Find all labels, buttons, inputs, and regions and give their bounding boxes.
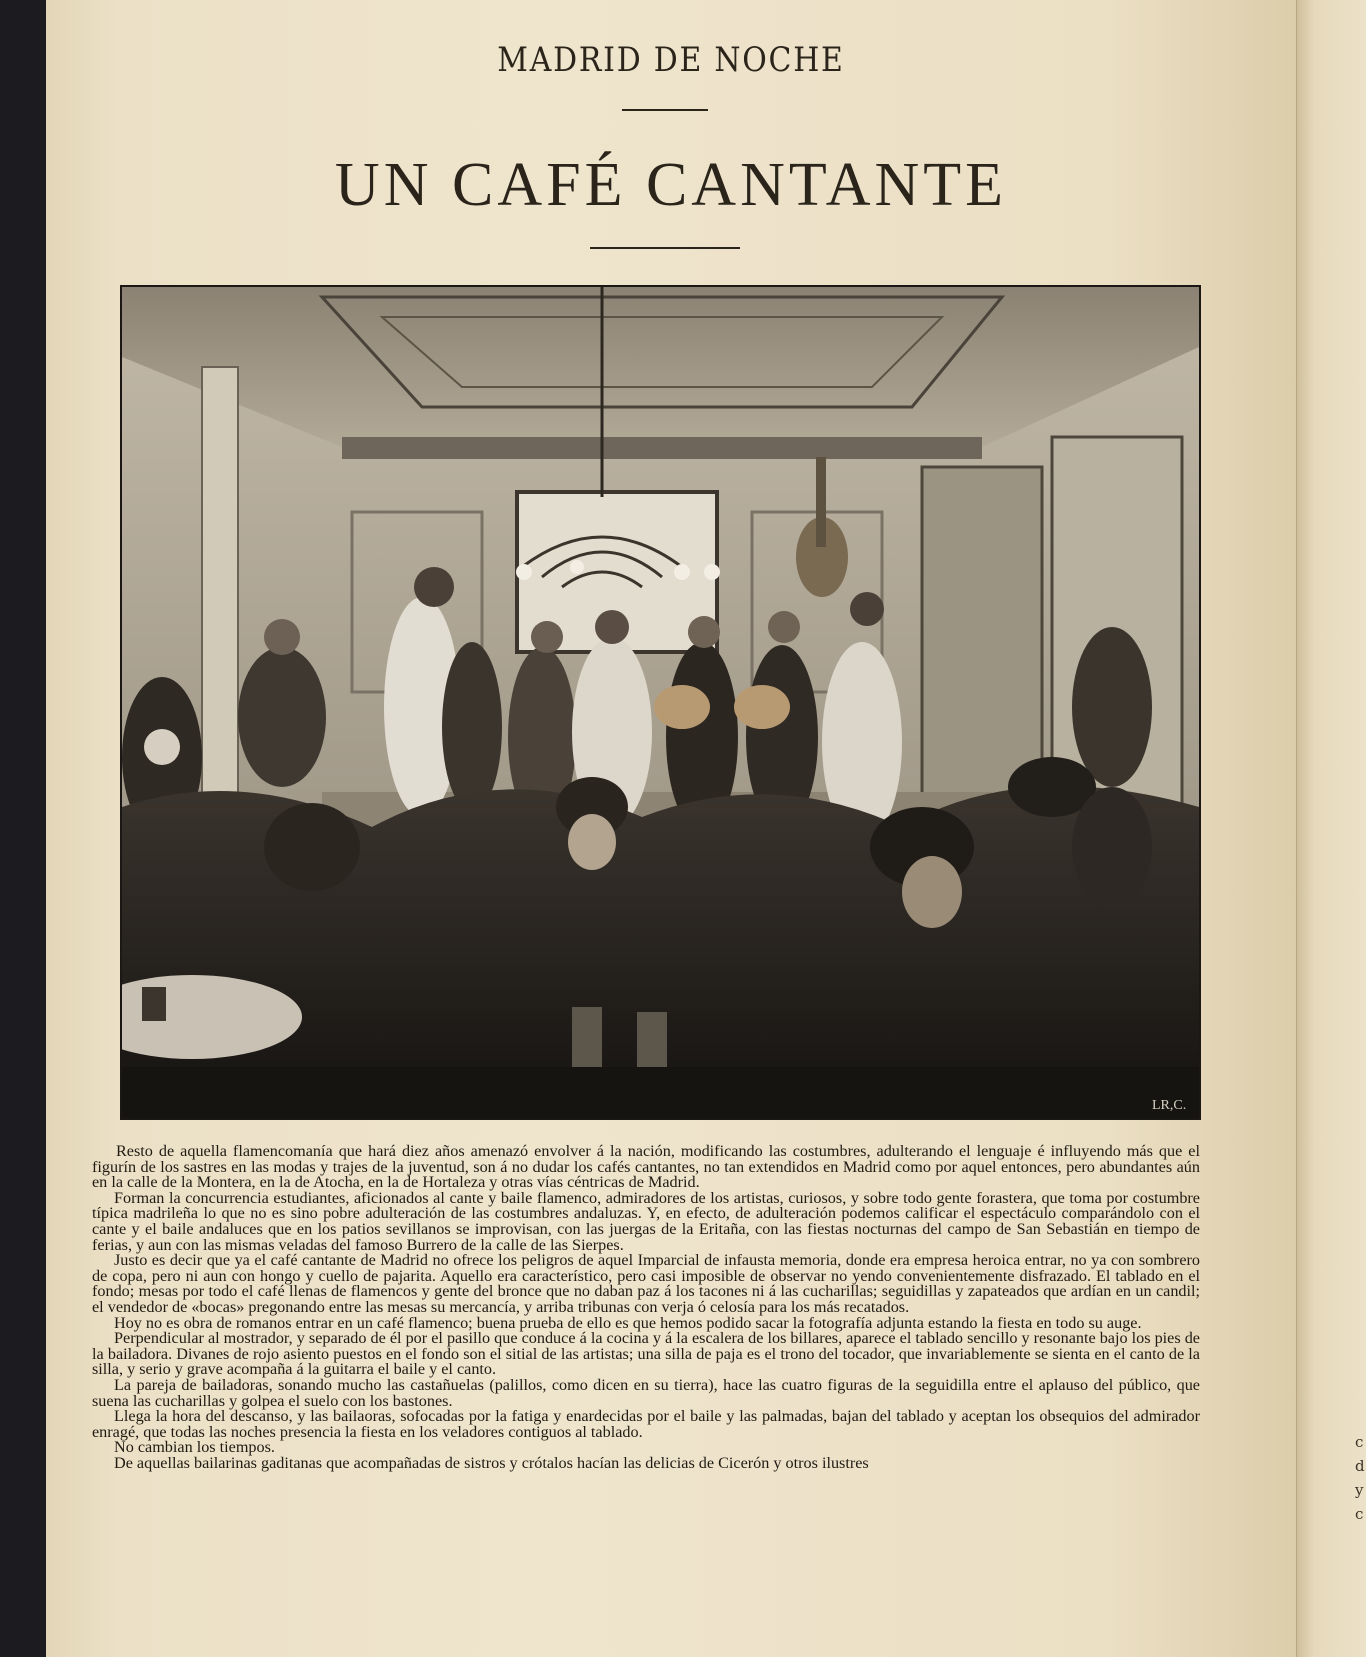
article-paragraph: Resto de aquella flamencomanía que hará diez años amenazó envolver á la nación, modificando las costumbres, adulterando el lenguaje é influyendo más que el figurín de los sastres en las modas y trajes de la juventud, son á no dudar los cafés cantantes, no tan extendidos en Madrid como por aquel entonces, pero abundantes aún en la calle de la Montera, en la de Atocha, en la de Hortaleza y otras vías céntricas de Madrid. <box>92 1142 1200 1192</box>
adjacent-page <box>1296 0 1366 1657</box>
article-body <box>92 1144 1200 1471</box>
adjacent-fragment: d <box>1355 1457 1365 1475</box>
article-paragraph: Hoy no es obra de romanos entrar en un café flamenco; buena prueba de ello es que hemos podido sacar la fotografía adjunta estando la fiesta en todo su auge. <box>114 1313 1142 1332</box>
article-paragraph: Forman la concurrencia estudiantes, aficionados al cante y baile flamenco, admiradores de los artistas, curiosos, y sobre todo gente forastera, que toma por costumbre típica madrileña lo que no es sino pobre adulteración de las costumbres andaluzas. Y, en efecto, de adulteración podemos calificar el espectáculo comparándolo con el cante y el baile andaluces que en los patios sevillanos se improvisan, con las juergas de la Eritaña, con las fiestas nocturnas del campo de San Sebastián en tiempo de ferias, y aun con las mismas veladas del famoso Burrero de la calle de las Sierpes. <box>92 1188 1200 1254</box>
adjacent-fragment: c <box>1355 1505 1364 1523</box>
article-paragraph: De aquellas bailarinas gaditanas que acompañadas de sistros y crótalos hacían las delicias de Cicerón y otros ilustres <box>114 1453 869 1472</box>
article-paragraph: Perpendicular al mostrador, y separado de él por el pasillo que conduce á la cocina y á la escalera de los billares, aparece el tablado sencillo y resonante bajo los pies de la bailadora. Divanes de rojo asiento puestos en el fondo son el sitial de las artistas; una silla de paja es el trono del tocador, que invariablemente se sienta en el canto de la silla, y serio y grave acompaña á la guitarra el baile y el canto. <box>92 1329 1200 1379</box>
article-title: UN CAFÉ CANTANTE <box>334 151 1008 219</box>
cafe-photograph <box>120 285 1201 1120</box>
binding-edge <box>0 0 46 1657</box>
rule-divider <box>590 247 740 249</box>
article-paragraph: La pareja de bailadoras, sonando mucho las castañuelas (palillos, como dicen en su tierra), hace las cuatro figuras de la seguidilla entre el aplauso del público, que suena las cucharillas y golpea el suelo con los bastones. <box>92 1375 1200 1410</box>
section-kicker: MADRID DE NOCHE <box>497 40 845 80</box>
rule-divider <box>622 109 708 111</box>
adjacent-fragment: c <box>1355 1433 1364 1451</box>
article-paragraph: Justo es decir que ya el café cantante de Madrid no ofrece los peligros de aquel Imparcial de infausta memoria, donde era empresa heroica entrar, no ya con sombrero de copa, pero ni aun con hongo y cuello de pajarita. Aquello era característico, pero casi imposible de observar no yendo convenientemente disfrazado. El tablado en el fondo; mesas por todo el café llenas de flamencos y gente del bronce que no daban paz á los tacones ni á las cucharillas; seguidillas y zapateados que ardían en un candil; el vendedor de «bocas» pregonando entre las mesas su mercancía, y arriba tribunas con verja ó celosía para los más recatados. <box>92 1251 1200 1316</box>
adjacent-page-text <box>1355 1430 1366 1526</box>
article-paragraph: Llega la hora del descanso, y las bailaoras, sofocadas por la fatiga y enardecidas por el baile y las palmadas, bajan del tablado y aceptan los obsequios del admirador enragé, que todas las noches presencia la fiesta en los veladores contiguos al tablado. <box>92 1407 1200 1441</box>
photographer-signature: LR,C. <box>1152 1098 1187 1113</box>
article-paragraph: No cambian los tiempos. <box>114 1438 275 1457</box>
adjacent-fragment: y <box>1355 1481 1364 1499</box>
